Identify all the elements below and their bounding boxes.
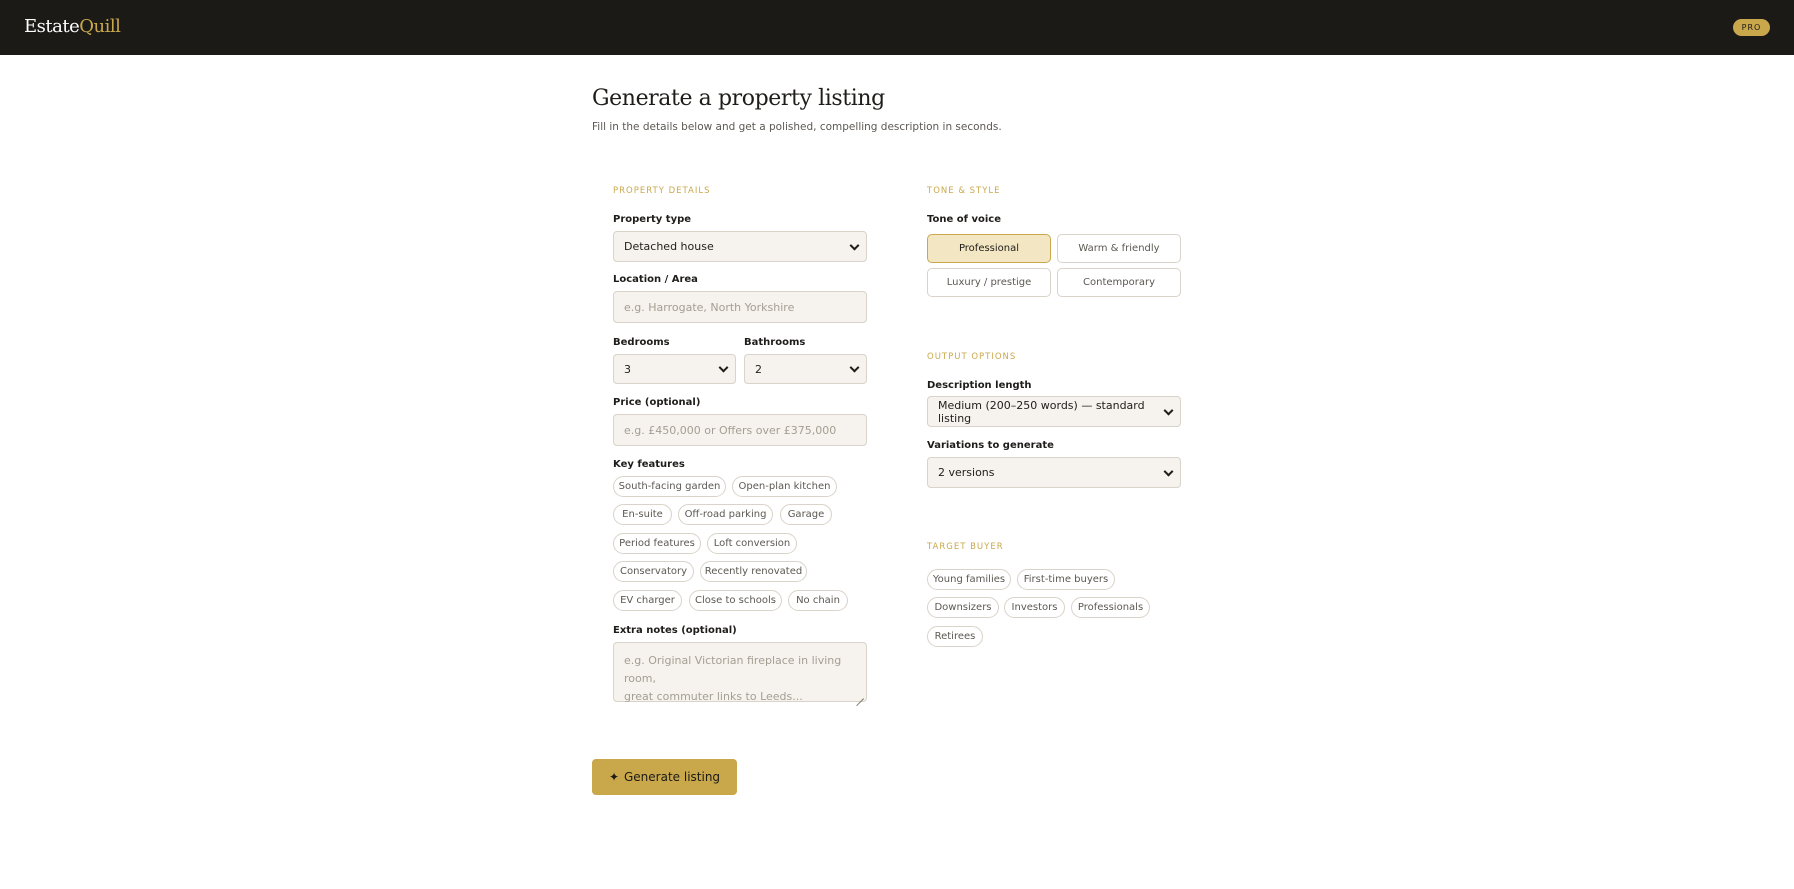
section-title-property-details: PROPERTY DETAILS xyxy=(613,186,711,196)
feature-chip-conservatory[interactable]: Conservatory xyxy=(613,561,694,582)
key-features-label: Key features xyxy=(613,459,685,470)
property-type-label: Property type xyxy=(613,214,692,225)
feature-chip-ev-charger[interactable]: EV charger xyxy=(613,590,682,611)
tone-option-professional[interactable]: Professional xyxy=(927,234,1051,263)
feature-chip-garage[interactable]: Garage xyxy=(780,504,832,525)
feature-chip-south-facing-garden[interactable]: South-facing garden xyxy=(613,476,726,497)
buyer-chip-investors[interactable]: Investors xyxy=(1004,597,1065,618)
property-type-value: Detached house xyxy=(624,240,714,253)
chevron-down-icon xyxy=(850,363,860,373)
generate-listing-button[interactable] xyxy=(592,759,737,795)
location-placeholder: e.g. Harrogate, North Yorkshire xyxy=(624,300,795,314)
description-length-select[interactable] xyxy=(927,396,1181,427)
feature-chip-loft-conversion[interactable]: Loft conversion xyxy=(707,533,797,554)
variations-select[interactable] xyxy=(927,457,1181,488)
pro-badge: PRO xyxy=(1733,19,1770,36)
feature-chip-recently-renovated[interactable]: Recently renovated xyxy=(700,561,807,582)
bedrooms-label: Bedrooms xyxy=(613,337,670,348)
chevron-down-icon xyxy=(850,240,860,250)
property-type-select[interactable] xyxy=(613,231,867,262)
description-length-value: Medium (200–250 words) — standard listing xyxy=(938,398,1145,425)
feature-chip-period-features[interactable]: Period features xyxy=(613,533,701,554)
page-subtitle: Fill in the details below and get a polished, compelling description in seconds. xyxy=(592,121,1002,133)
tone-option-warm-friendly[interactable]: Warm & friendly xyxy=(1057,234,1181,263)
price-label: Price (optional) xyxy=(613,397,701,408)
resize-handle-icon[interactable] xyxy=(856,691,864,699)
variations-value: 2 versions xyxy=(938,466,995,479)
buyer-chip-professionals[interactable]: Professionals xyxy=(1071,597,1150,618)
feature-chip-close-to-schools[interactable]: Close to schools xyxy=(689,590,782,611)
tone-of-voice-label: Tone of voice xyxy=(927,214,1001,225)
extra-notes-label: Extra notes (optional) xyxy=(613,625,737,636)
top-navbar xyxy=(0,0,1794,55)
buyer-chip-young-families[interactable]: Young families xyxy=(927,569,1011,590)
feature-chip-open-plan-kitchen[interactable]: Open-plan kitchen xyxy=(732,476,837,497)
extra-notes-placeholder: e.g. Original Victorian fireplace in living room, great commuter links to Leeds... xyxy=(624,654,842,703)
generate-listing-label: Generate listing xyxy=(624,770,721,784)
feature-chip-en-suite[interactable]: En-suite xyxy=(613,504,672,525)
chevron-down-icon xyxy=(719,363,729,373)
logo-text-estate: Estate xyxy=(24,16,80,37)
section-title-output-options: OUTPUT OPTIONS xyxy=(927,352,1017,362)
description-length-label: Description length xyxy=(927,380,1032,391)
price-input[interactable] xyxy=(613,414,867,446)
section-title-target-buyer: TARGET BUYER xyxy=(927,542,1004,552)
bathrooms-select[interactable] xyxy=(744,354,867,384)
feature-chip-no-chain[interactable]: No chain xyxy=(788,590,848,611)
logo-text-quill: Quill xyxy=(79,16,121,37)
feature-chip-off-road-parking[interactable]: Off-road parking xyxy=(678,504,773,525)
page-title: Generate a property listing xyxy=(592,86,885,111)
variations-label: Variations to generate xyxy=(927,440,1054,451)
price-placeholder: e.g. £450,000 or Offers over £375,000 xyxy=(624,423,837,437)
logo[interactable] xyxy=(24,16,120,37)
location-input[interactable] xyxy=(613,291,867,323)
extra-notes-textarea[interactable] xyxy=(613,642,867,702)
tone-option-contemporary[interactable]: Contemporary xyxy=(1057,268,1181,297)
tone-option-luxury-prestige[interactable]: Luxury / prestige xyxy=(927,268,1051,297)
bathrooms-value: 2 xyxy=(755,362,762,376)
bedrooms-value: 3 xyxy=(624,362,631,376)
buyer-chip-retirees[interactable]: Retirees xyxy=(927,626,983,647)
buyer-chip-downsizers[interactable]: Downsizers xyxy=(927,597,999,618)
chevron-down-icon xyxy=(1164,466,1174,476)
section-title-tone-style: TONE & STYLE xyxy=(927,186,1001,196)
bathrooms-label: Bathrooms xyxy=(744,337,806,348)
buyer-chip-first-time-buyers[interactable]: First-time buyers xyxy=(1017,569,1115,590)
bedrooms-select[interactable] xyxy=(613,354,736,384)
location-label: Location / Area xyxy=(613,274,698,285)
sparkle-icon: ✦ xyxy=(608,770,619,784)
